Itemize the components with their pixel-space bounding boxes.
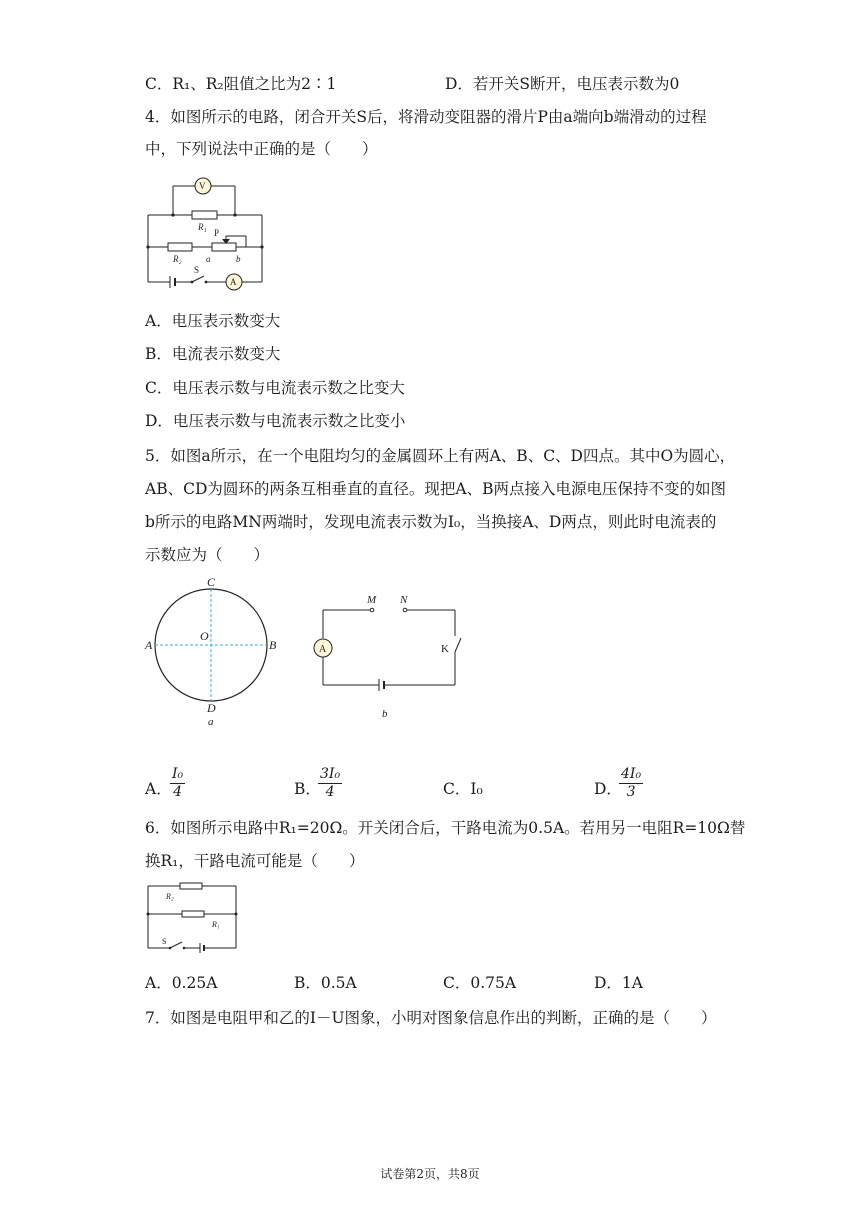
point-d-label: D — [207, 701, 216, 715]
q3-option-c: C．R₁、R₂阻值之比为2∶1 — [145, 75, 337, 93]
terminal-n-label: N — [400, 594, 408, 606]
q5-option-d-numerator: 4I₀ — [621, 766, 642, 782]
end-b-label: b — [236, 254, 241, 264]
q5-option-a-numerator: I₀ — [172, 766, 184, 782]
figure-a-caption: a — [208, 716, 214, 728]
r1-label: R₁ — [212, 920, 220, 929]
q4-option-d: D．电压表示数与电流表示数之比变小 — [145, 412, 406, 430]
q5-figure-a-ring — [140, 572, 290, 732]
q7-stem-line1: 7．如图是电阻甲和乙的I－U图象，小明对图象信息作出的判断，正确的是（ ） — [145, 1009, 717, 1027]
q4-circuit-diagram — [140, 170, 275, 295]
q5-option-a-fraction — [170, 766, 185, 801]
terminal-m-label: M — [367, 594, 377, 606]
q5-stem-line3: b所示的电路MN两端时，发现电流表示数为I₀，当换接A、D两点，则此时电流表的 — [145, 513, 717, 531]
q4-option-a: A．电压表示数变大 — [145, 312, 281, 330]
q5-option-d-fraction — [619, 766, 643, 801]
q5-option-d-prefix: D． — [594, 780, 622, 798]
q6-option-b: B．0.5A — [294, 974, 357, 992]
switch-s-label: S — [194, 265, 200, 275]
switch-s-label: S — [162, 937, 167, 946]
q6-option-c: C．0.75A — [443, 974, 517, 992]
r1-label: R₁ — [198, 222, 207, 232]
ammeter-label: A — [319, 644, 327, 655]
ammeter-label: A — [230, 277, 237, 287]
q6-circuit-diagram — [140, 878, 245, 953]
r2-label: R₂ — [166, 892, 174, 901]
q5-option-a-prefix: A． — [145, 780, 172, 798]
q5-stem-line4: 示数应为（ ） — [145, 546, 270, 564]
point-c-label: C — [207, 575, 216, 589]
slider-p-label: P — [214, 228, 220, 238]
q5-stem-line2: AB、CD为圆环的两条互相垂直的直径。现把A、B两点接入电源电压保持不变的如图 — [145, 480, 726, 498]
q5-option-a-denominator: 4 — [173, 784, 183, 800]
q5-option-b-fraction — [318, 766, 342, 801]
q6-stem-line2: 换R₁，干路电流可能是（ ） — [145, 852, 365, 870]
q5-stem-line1: 5．如图a所示，在一个电阻均匀的金属圆环上有两A、B、C、D四点。其中O为圆心， — [145, 447, 736, 465]
q5-option-b-numerator: 3I₀ — [320, 766, 341, 782]
switch-k-label: K — [441, 643, 449, 655]
figure-b-caption: b — [382, 708, 388, 720]
q4-stem-line2: 中，下列说法中正确的是（ ） — [145, 140, 378, 158]
q5-figure-b-circuit — [305, 590, 470, 725]
q6-option-a: A．0.25A — [145, 974, 218, 992]
q5-option-c: C．I₀ — [443, 780, 483, 798]
q6-option-d: D．1A — [594, 974, 643, 992]
q5-option-d-denominator: 3 — [626, 784, 636, 800]
q6-stem-line1: 6．如图所示电路中R₁=20Ω。开关闭合后，干路电流为0.5A。若用另一电阻R=10Ω替 — [145, 819, 746, 837]
q4-stem-line1: 4．如图所示的电路，闭合开关S后，将滑动变阻器的滑片P由a端向b端滑动的过程 — [145, 108, 707, 126]
q5-option-b-prefix: B． — [294, 780, 321, 798]
q3-option-d: D．若开关S断开，电压表示数为0 — [445, 75, 680, 93]
point-a-label: A — [145, 638, 153, 652]
r2-label: R₂ — [173, 254, 182, 264]
voltmeter-label: V — [199, 181, 206, 191]
end-a-label: a — [206, 254, 211, 264]
page-footer: 试卷第2页，共8页 — [380, 1167, 480, 1181]
point-b-label: B — [269, 638, 277, 652]
q5-option-b-denominator: 4 — [325, 784, 335, 800]
center-o-label: O — [200, 629, 209, 643]
q4-option-b: B．电流表示数变大 — [145, 345, 281, 363]
q4-option-c: C．电压表示数与电流表示数之比变大 — [145, 379, 405, 397]
